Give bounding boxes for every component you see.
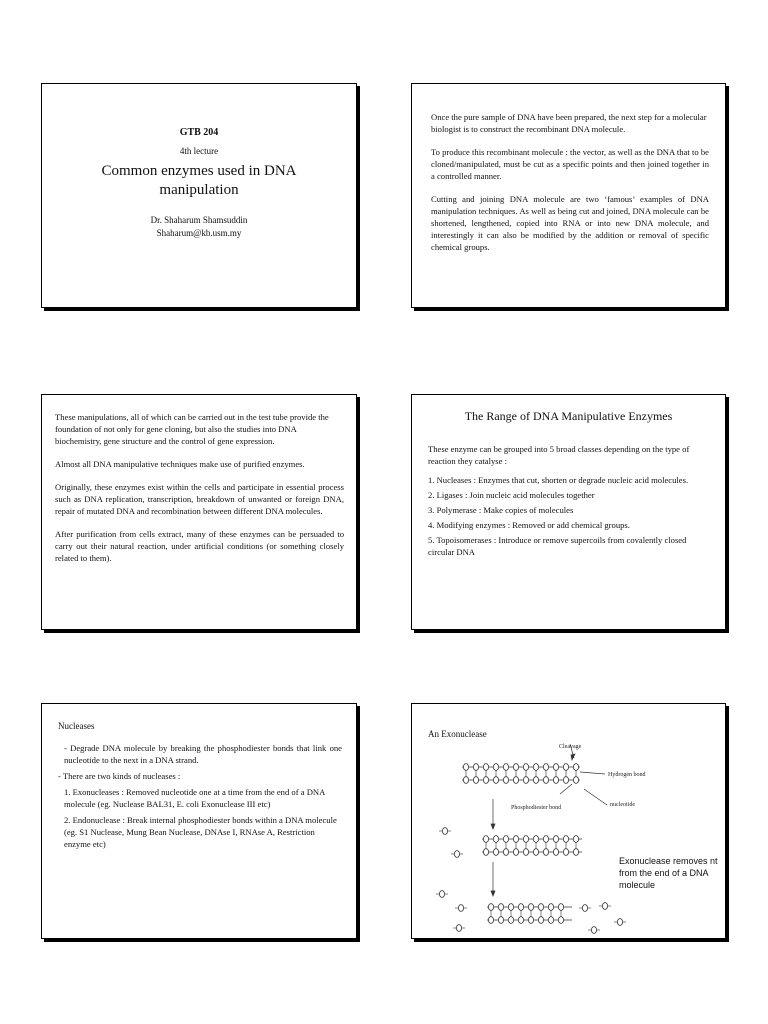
nucleotide-circle xyxy=(573,777,578,784)
nucleotide-circle xyxy=(483,836,488,843)
nucleotide-circle xyxy=(493,849,498,856)
nucleotide-circle xyxy=(573,849,578,856)
nucleotide-circle xyxy=(493,777,498,784)
nucleotide-circle xyxy=(558,904,563,911)
slide-body xyxy=(58,742,342,854)
nucleotide-circle xyxy=(483,849,488,856)
nucleotide-circle xyxy=(533,777,538,784)
nucleotide-circle xyxy=(518,904,523,911)
nucleotide-circle xyxy=(508,917,513,924)
nucleotide-circle xyxy=(508,904,513,911)
slide-heading: Nucleases xyxy=(58,721,95,731)
label-nucleotide: nucleotide xyxy=(610,802,635,808)
paragraph: Once the pure sample of DNA have been prepared, the next step for a molecular biologist is to construct the recombinant DNA molecule. xyxy=(431,112,707,134)
nucleotide-circle xyxy=(538,904,543,911)
nucleotide-circle xyxy=(483,777,488,784)
nucleotide-circle xyxy=(548,917,553,924)
nucleotide-circle xyxy=(533,764,538,771)
slide-enzyme-range xyxy=(411,394,726,630)
label-cleavage: Cleavage xyxy=(559,744,582,750)
nucleotide-circle xyxy=(563,764,568,771)
author-block xyxy=(42,214,356,240)
nucleotide-circle xyxy=(513,849,518,856)
nucleotide-circle xyxy=(563,777,568,784)
nucleotide-circle xyxy=(493,764,498,771)
dna-double-strand xyxy=(462,764,580,784)
paragraph: - Degrade DNA molecule by breaking the phosphodiester bonds that link one nucleotide to the next in a DNA strand. xyxy=(64,743,342,765)
dna-partially-digested xyxy=(482,836,582,856)
label-hydrogen-bond: Hydrogen bond xyxy=(608,772,646,778)
nucleotide-circle xyxy=(503,777,508,784)
nucleotide-circle xyxy=(523,764,528,771)
paragraph: These manipulations, all of which can be carried out in the test tube provide the foundation of not only for gene cloning, but also the studies into DNA biochemistry, gene structure and the control of gene expression. xyxy=(55,412,329,446)
label-phosphodiester-bond: Phosphodiester bond xyxy=(511,805,562,811)
slide-body xyxy=(431,111,709,264)
nucleotide-circle xyxy=(528,904,533,911)
free-nucleotide xyxy=(582,905,587,912)
paragraph: 1. Exonucleases : Removed nucleotide one at a time from the end of a DNA molecule (eg. Nuclease BAL31, E. coli Exonuclease III etc) xyxy=(64,787,325,809)
nucleotide-circle xyxy=(553,836,558,843)
nucleotide-circle xyxy=(538,917,543,924)
slide-manipulations xyxy=(41,394,357,630)
free-nucleotide xyxy=(439,891,444,898)
nucleotide-circle xyxy=(558,917,563,924)
nucleotide-circle xyxy=(523,849,528,856)
paragraph: Almost all DNA manipulative techniques make use of purified enzymes. xyxy=(55,459,305,469)
nucleotide-circle xyxy=(488,917,493,924)
slide-exonuclease-diagram xyxy=(411,703,726,939)
paragraph: 2. Endonuclease : Break internal phosphodiester bonds within a DNA molecule (eg. S1 Nuclease, Mung Bean Nuclease, DNAse I, RNAse A, Restriction enzyme etc) xyxy=(64,815,337,849)
nucleotide-circle xyxy=(483,764,488,771)
nucleotide-circle xyxy=(523,777,528,784)
free-nucleotide xyxy=(456,925,461,932)
free-nucleotide xyxy=(442,828,447,835)
nucleotide-circle xyxy=(513,836,518,843)
nucleotide-circle xyxy=(513,764,518,771)
paragraph: After purification from cells extract, many of these enzymes can be persuaded to carry out their natural reaction, under artificial conditions (or something closely related to them). xyxy=(55,529,344,563)
nucleotide-circle xyxy=(563,836,568,843)
intro-text: These enzyme can be grouped into 5 broad classes depending on the type of reaction they catalyse : xyxy=(428,444,690,466)
slide-recombinant-intro xyxy=(411,83,726,308)
nucleotide-circle xyxy=(503,836,508,843)
nucleotide-circle xyxy=(553,764,558,771)
nucleotide-circle xyxy=(543,777,548,784)
nucleotide-circle xyxy=(473,777,478,784)
paragraph: - There are two kinds of nucleases : xyxy=(58,771,181,781)
nucleotide-circle xyxy=(573,836,578,843)
free-nucleotide xyxy=(458,905,463,912)
list-item: 3. Polymerase : Make copies of molecules xyxy=(428,505,574,515)
nucleotide-circle xyxy=(498,917,503,924)
exonuclease-note: Exonuclease removes nt from the end of a DNA molecule xyxy=(619,856,718,890)
nucleotide-circle xyxy=(503,764,508,771)
nucleotide-circle xyxy=(528,917,533,924)
nucleotide-circle xyxy=(573,764,578,771)
exonuclease-diagram xyxy=(412,704,726,939)
nucleotide-circle xyxy=(543,849,548,856)
free-nucleotide xyxy=(591,927,596,934)
nucleotide-circle xyxy=(553,849,558,856)
lecture-number: 4th lecture xyxy=(179,146,219,156)
paragraph: Cutting and joining DNA molecule are two ‘famous’ examples of DNA manipulation techniques. As well as being cut and joined, DNA molecule can be shortened, lengthened, copied into RNA or into new DNA molecule, and interestingly it can also be modified by the addition or removal of specific chemical groups. xyxy=(431,194,709,252)
nucleotide-circle xyxy=(543,836,548,843)
nucleotide-circle xyxy=(548,904,553,911)
paragraph: To produce this recombinant molecule : the vector, as well as the DNA that to be cloned/manipulated, must be cut as a specific points and then joined together in a controlled manner. xyxy=(431,147,709,181)
list-item: 2. Ligases : Join nucleic acid molecules together xyxy=(428,490,595,500)
nucleotide-circle xyxy=(473,764,478,771)
nucleotide-circle xyxy=(553,777,558,784)
nucleotide-circle xyxy=(543,764,548,771)
nucleotide-circle xyxy=(463,764,468,771)
slide-heading: An Exonuclease xyxy=(428,729,487,739)
free-nucleotide xyxy=(454,851,459,858)
nucleotide-circle xyxy=(518,917,523,924)
slide-title-text: Common enzymes used in DNA manipulation xyxy=(101,163,297,198)
author-name: Dr. Shaharum Shamsuddin xyxy=(150,215,248,225)
course-code: GTB 204 xyxy=(179,127,219,138)
slide-heading: The Range of DNA Manipulative Enzymes xyxy=(464,409,673,423)
nucleotide-circle xyxy=(533,836,538,843)
dna-digested-fragment xyxy=(487,904,572,924)
nucleotide-circle xyxy=(533,849,538,856)
nucleotide-circle xyxy=(493,836,498,843)
slide-title xyxy=(41,83,357,308)
list-item: 5. Topoisomerases : Introduce or remove supercoils from covalently closed circular DNA xyxy=(428,535,687,557)
slide-body xyxy=(428,443,711,561)
list-item: 1. Nucleases : Enzymes that cut, shorten or degrade nucleic acid molecules. xyxy=(428,475,689,485)
slide-body xyxy=(55,411,344,575)
nucleotide-circle xyxy=(498,904,503,911)
nucleotide-circle xyxy=(463,777,468,784)
author-email: Shaharum@kb.usm.my xyxy=(156,228,242,238)
nucleotide-circle xyxy=(563,849,568,856)
nucleotide-circle xyxy=(503,849,508,856)
nucleotide-circle xyxy=(523,836,528,843)
slide-nucleases xyxy=(41,703,357,939)
paragraph: Originally, these enzymes exist within the cells and participate in essential process such as DNA replication, transcription, breakdown of unwanted or foreign DNA, repair of mutated DNA and recombination between different DNA molecules. xyxy=(55,482,344,516)
nucleotide-circle xyxy=(488,904,493,911)
free-nucleotide xyxy=(617,919,622,926)
free-nucleotide xyxy=(602,903,607,910)
list-item: 4. Modifying enzymes : Removed or add chemical groups. xyxy=(428,520,630,530)
nucleotide-circle xyxy=(513,777,518,784)
